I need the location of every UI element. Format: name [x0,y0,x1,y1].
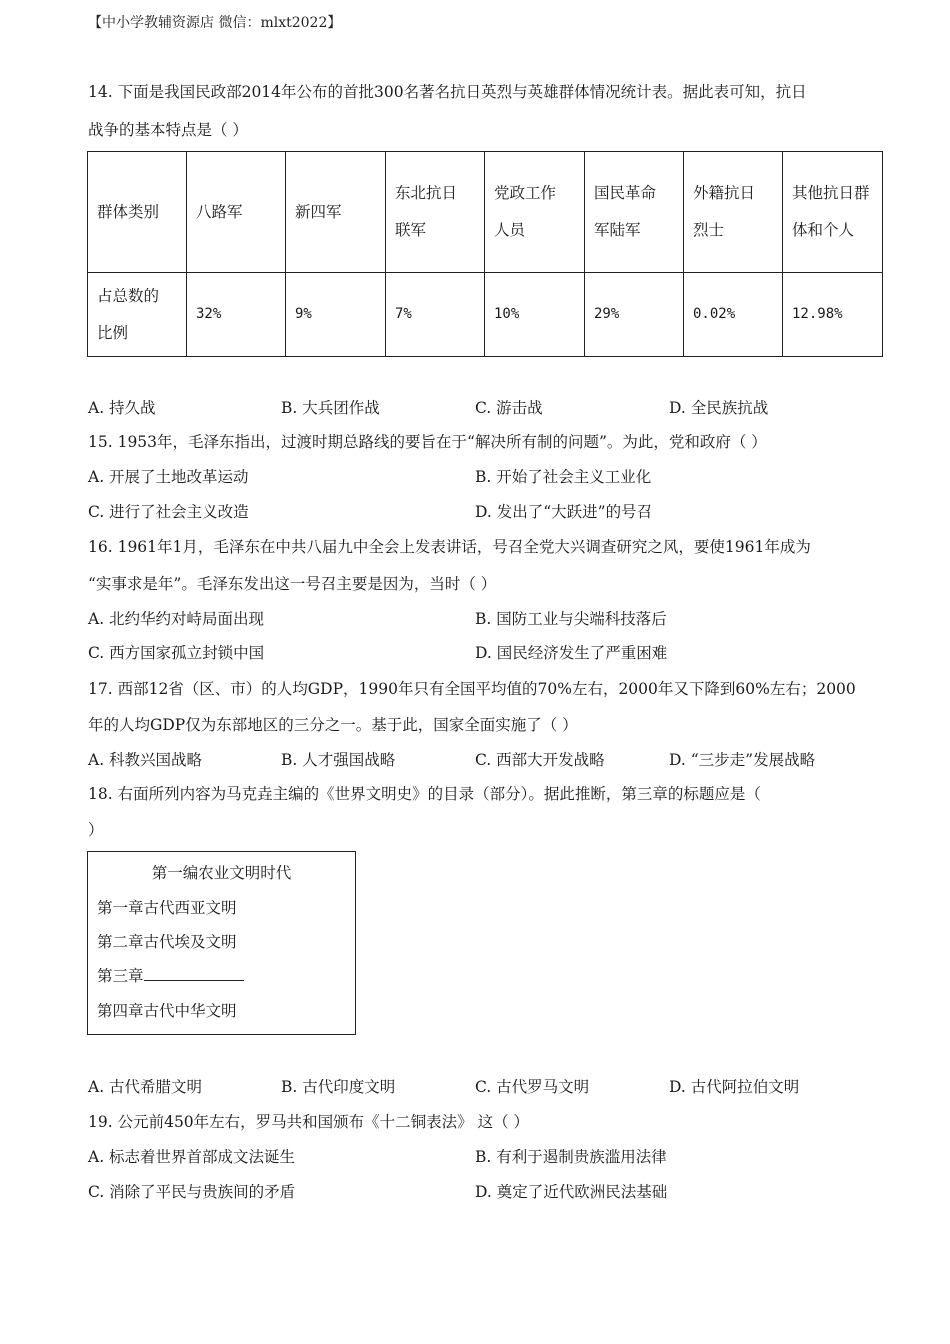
question-19-option-d[interactable]: D. 奠定了近代欧洲民法基础 [475,1183,668,1201]
question-14-option-a[interactable]: A. 持久战 [88,399,156,417]
question-16-option-c[interactable]: C. 西方国家孤立封锁中国 [88,644,265,662]
table-cell-group-name: 党政工作人员 [485,152,585,273]
question-16-stem-line2: “实事求是年”。毛泽东发出这一号召主要是因为，当时（ ） [88,575,497,593]
question-14-option-b[interactable]: B. 大兵团作战 [281,399,380,417]
question-15-option-b[interactable]: B. 开始了社会主义工业化 [475,468,652,486]
question-15-option-c[interactable]: C. 进行了社会主义改造 [88,503,249,521]
question-18-option-a[interactable]: A. 古代希腊文明 [88,1078,203,1096]
question-18-stem-line1: 18. 右面所列内容为马克垚主编的《世界文明史》的目录（部分）。据此推断，第三章的标题应是（ [88,785,761,803]
question-14-option-d[interactable]: D. 全民族抗战 [669,399,769,417]
table-cell-group-name: 外籍抗日烈士 [684,152,783,273]
table-cell-percentage: 10% [485,273,585,357]
question-17-option-c[interactable]: C. 西部大开发战略 [475,751,605,769]
table-cell-header-label: 群体类别 [88,152,187,273]
table-cell-percentage: 0.02% [684,273,783,357]
table-cell-group-name: 新四军 [286,152,386,273]
question-18-option-b[interactable]: B. 古代印度文明 [281,1078,396,1096]
table-cell-row-label: 占总数的比例 [88,273,187,357]
page-header-watermark: 【中小学教辅资源店 微信：mlxt2022】 [88,15,342,31]
question-18-stem-line2: ） [88,821,104,839]
question-17-stem-line1: 17. 西部12省（区、市）的人均GDP，1990年只有全国平均值的70%左右，2000年又下降到60%左右；2000 [88,680,856,698]
table-value-row [88,273,883,357]
question-17-stem-line2: 年的人均GDP仅为东部地区的三分之一。基于此，国家全面实施了（ ） [88,716,578,734]
question-17-option-b[interactable]: B. 人才强国战略 [281,751,396,769]
table-cell-percentage: 29% [585,273,684,357]
toc-chapter-2: 第二章古代埃及文明 [97,933,237,951]
table-cell-percentage: 9% [286,273,386,357]
table-cell-percentage: 12.98% [783,273,883,357]
table-cell-group-name: 八路军 [187,152,286,273]
question-14-stem-line2: 战争的基本特点是（ ） [88,121,248,139]
toc-chapter-3: 第三章 [97,964,244,986]
table-cell-percentage: 32% [187,273,286,357]
question-16-option-d[interactable]: D. 国民经济发生了严重困难 [475,644,668,662]
question-18-option-c[interactable]: C. 古代罗马文明 [475,1078,590,1096]
question-17-option-d[interactable]: D. “三步走”发展战略 [669,751,816,769]
question-15-option-d[interactable]: D. 发出了“大跃进”的号召 [475,503,653,521]
toc-chapter-1: 第一章古代西亚文明 [97,899,237,917]
question-14-stem-line1: 14. 下面是我国民政部2014年公布的首批300名著名抗日英烈与英雄群体情况统计表。据此表可知，抗日 [88,83,807,101]
question-19-option-c[interactable]: C. 消除了平民与贵族间的矛盾 [88,1183,296,1201]
toc-part-title: 第一编农业文明时代 [151,864,292,882]
question-14-option-c[interactable]: C. 游击战 [475,399,543,417]
question-16-option-b[interactable]: B. 国防工业与尖端科技落后 [475,610,667,628]
table-cell-group-name: 其他抗日群体和个人 [783,152,883,273]
toc-chapter-3-blank [144,966,244,981]
question-19-option-a[interactable]: A. 标志着世界首部成文法诞生 [88,1148,296,1166]
question-19-option-b[interactable]: B. 有利于遏制贵族滥用法律 [475,1148,667,1166]
question-15-option-a[interactable]: A. 开展了土地改革运动 [88,468,249,486]
table-of-contents-box [87,851,356,1035]
table-cell-group-name: 东北抗日联军 [386,152,485,273]
table-cell-percentage: 7% [386,273,485,357]
question-16-option-a[interactable]: A. 北约华约对峙局面出现 [88,610,265,628]
table-cell-group-name: 国民革命军陆军 [585,152,684,273]
question-17-option-a[interactable]: A. 科教兴国战略 [88,751,203,769]
question-19-stem: 19. 公元前450年左右，罗马共和国颁布《十二铜表法》 这（ ） [88,1113,530,1131]
question-15-stem: 15. 1953年，毛泽东指出，过渡时期总路线的要旨在于“解决所有制的问题”。为此，党和政府（ ） [88,433,767,451]
toc-chapter-4: 第四章古代中华文明 [97,1002,237,1020]
question-16-stem-line1: 16. 1961年1月，毛泽东在中共八届九中全会上发表讲话，号召全党大兴调查研究之风，要使1961年成为 [88,538,811,556]
heroes-statistics-table [87,151,883,357]
table-header-row [88,152,883,273]
question-18-option-d[interactable]: D. 古代阿拉伯文明 [669,1078,800,1096]
